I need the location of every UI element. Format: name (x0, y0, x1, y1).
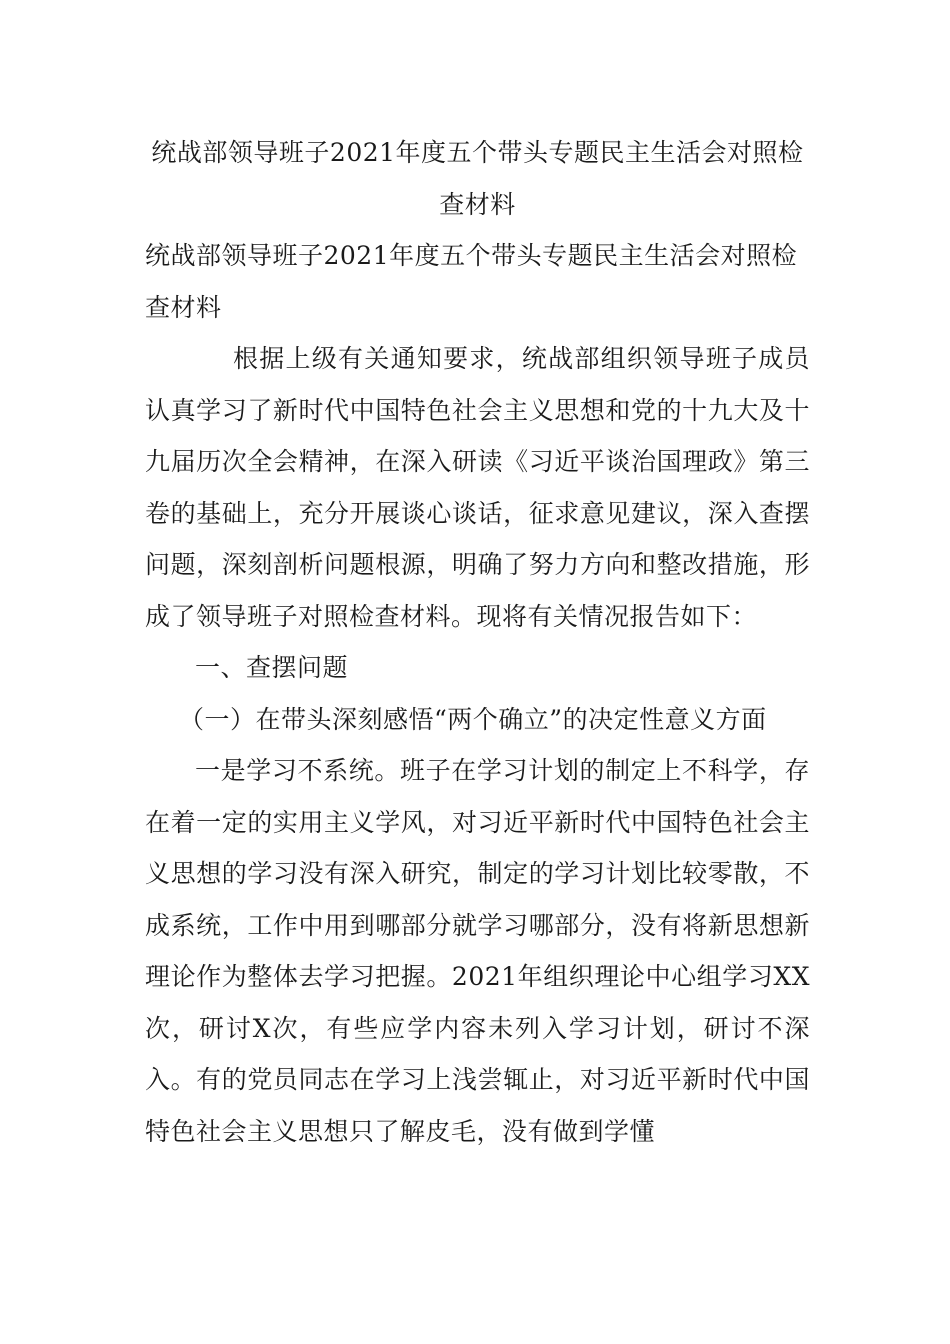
document-title: 统战部领导班子2021年度五个带头专题民主生活会对照检查材料 (151, 138, 804, 219)
section-heading: 一、查摆问题 (195, 653, 349, 682)
document-body (145, 127, 810, 1157)
subsection-heading: （一）在带头深刻感悟“两个确立”的决定性意义方面 (179, 704, 767, 734)
intro-paragraph: 根据上级有关通知要求，统战部组织领导班子成员认真学习了新时代中国特色社会主义思想和党的十九大及十九届历次全会精神，在深入研读《习近平谈治国理政》第三卷的基础上，充分开展谈心谈话，征求意见建议，深入查摆问题，深刻剖析问题根源，明确了努力方向和整改措施，形成了领导班子对照检查材料。现将有关情况报告如下： (145, 344, 810, 631)
document-title-repeat: 统战部领导班子2021年度五个带头专题民主生活会对照检查材料 (145, 241, 798, 322)
body-paragraph: 一是学习不系统。班子在学习计划的制定上不科学，存在着一定的实用主义学风，对习近平新时代中国特色社会主义思想的学习没有深入研究，制定的学习计划比较零散，不成系统，工作中用到哪部分就学习哪部分，没有将新思想新理论作为整体去学习把握。2021年组织理论中心组学习XX次，研讨X次，有些应学内容未列入学习计划，研讨不深入。有的党员同志在学习上浅尝辄止，对习近平新时代中国特色社会主义思想只了解皮毛，没有做到学懂 (145, 756, 810, 1146)
